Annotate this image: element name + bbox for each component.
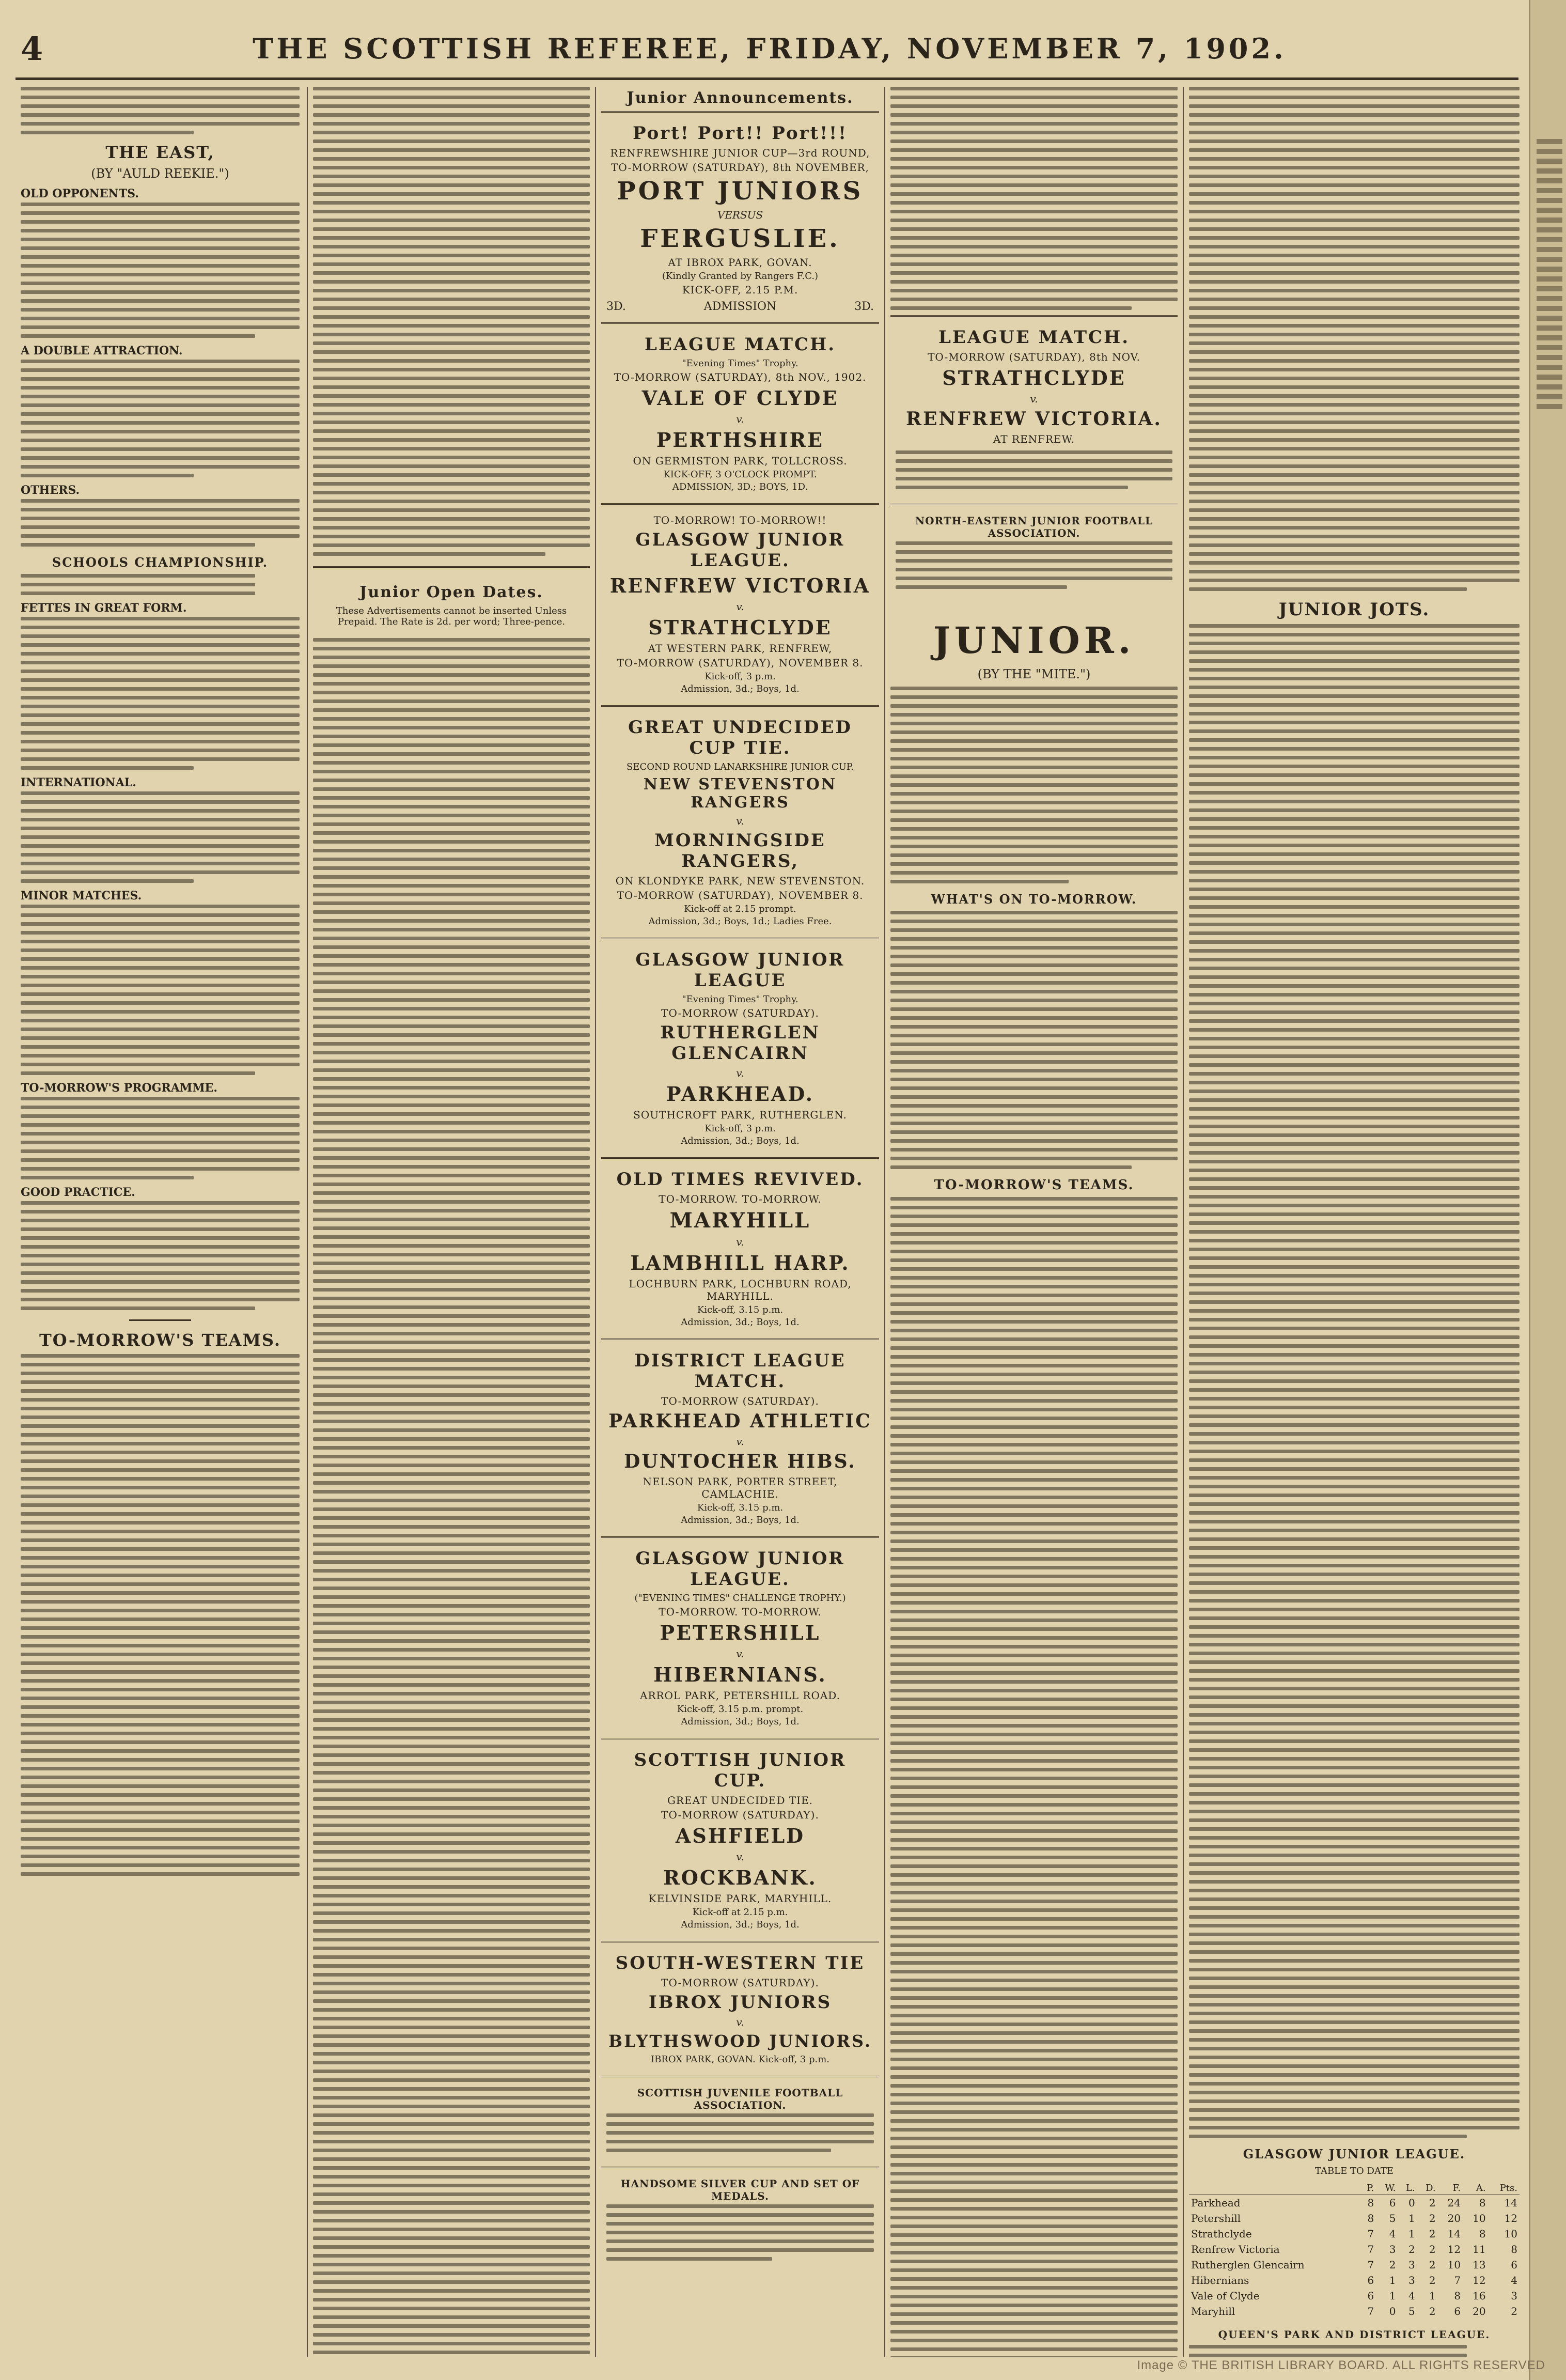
table-row: Strathclyde 7 4 1 2 14 8 10 — [1191, 2228, 1517, 2240]
ad-port-juniors: Port! Port!! Port!!! RENFREWSHIRE JUNIOR CUP—3rd ROUND, TO-MORROW (SATURDAY), 8th NOVEMBER, PORT JUNIORS VERSUS FERGUSLIE. AT IBROX PARK, GOVAN. (Kindly Granted by Rangers F.C.) KICK-OFF, 2.15 P.M. 3D. ADMISSION 3D. — [601, 111, 879, 322]
ad-juvenile-association: SCOTTISH JUVENILE FOOTBALL ASSOCIATION. — [601, 2076, 879, 2167]
adjacent-page-text — [1537, 134, 1562, 414]
ad-petershill: GLASGOW JUNIOR LEAGUE. ("EVENING TIMES" CHALLENGE TROPHY.) TO-MORROW. TO-MORROW. PETERSHILL v. HIBERNIANS. ARROL PARK, PETERSHILL ROAD. Kick-off, 3.15 p.m. prompt. Admission, 3d.; Boys, 1d. — [601, 1536, 879, 1738]
column-junior-announcements — [601, 87, 879, 2357]
column-open-dates — [313, 87, 590, 2357]
column-the-east — [21, 87, 300, 2357]
table-row: Maryhill 7 0 5 2 6 20 2 — [1191, 2305, 1517, 2317]
table-row: Rutherglen Glencairn 7 2 3 2 10 13 6 — [1191, 2259, 1517, 2271]
ad-vale-of-clyde: LEAGUE MATCH. "Evening Times" Trophy. TO-MORROW (SATURDAY), 8th NOV., 1902. VALE OF CLYDE v. PERTHSHIRE ON GERMISTON PARK, TOLLCROSS. KICK-OFF, 3 O'CLOCK PROMPT. ADMISSION, 3D.; BOYS, 1D. — [601, 322, 879, 503]
ad-north-eastern: NORTH-EASTERN JUNIOR FOOTBALL ASSOCIATION. — [890, 504, 1178, 603]
teams-heading: TO-MORROW'S TEAMS. — [934, 1177, 1134, 1193]
second-table-heading: QUEEN'S PARK AND DISTRICT LEAGUE. — [1218, 2328, 1491, 2341]
table-row: Vale of Clyde 6 1 4 1 8 16 3 — [1191, 2290, 1517, 2302]
ad-new-stevenston: GREAT UNDECIDED CUP TIE. SECOND ROUND LANARKSHIRE JUNIOR CUP. NEW STEVENSTON RANGERS v. MORNINGSIDE RANGERS, ON KLONDYKE PARK, NEW STEVENSTON. TO-MORROW (SATURDAY), NOVEMBER 8. Kick-off at 2.15 prompt. Admission, 3d.; Boys, 1d.; Ladies Free. — [601, 705, 879, 938]
announcements-heading: Junior Announcements. — [627, 89, 854, 107]
league-table-header-row: P. W. L. D. F. A. Pts. — [1189, 2182, 1520, 2195]
ad-ibrox-juniors: SOUTH-WESTERN TIE TO-MORROW (SATURDAY). IBROX JUNIORS v. BLYTHSWOOD JUNIORS. IBROX PARK, GOVAN. Kick-off, 3 p.m. — [601, 1941, 879, 2076]
page-number: 4 — [21, 30, 43, 68]
subhead: A DOUBLE ATTRACTION. — [21, 344, 183, 357]
open-dates-heading: Junior Open Dates. — [359, 583, 543, 601]
ad-maryhill: OLD TIMES REVIVED. TO-MORROW. TO-MORROW. MARYHILL v. LAMBHILL HARP. LOCHBURN PARK, LOCHBURN ROAD, MARYHILL. Kick-off, 3.15 p.m. Admission, 3d.; Boys, 1d. — [601, 1157, 879, 1339]
column-rule — [884, 87, 885, 2357]
subhead: INTERNATIONAL. — [21, 776, 136, 789]
league-table-subheading: TABLE TO DATE — [1314, 2166, 1394, 2176]
column-junior-jots — [1189, 87, 1520, 2357]
table-row: Parkhead 8 6 0 2 24 8 14 — [1191, 2197, 1517, 2209]
league-table-heading: GLASGOW JUNIOR LEAGUE. — [1243, 2146, 1466, 2161]
table-row: Hibernians 6 1 3 2 7 12 4 — [1191, 2274, 1517, 2286]
masthead-rule — [15, 77, 1518, 80]
column-rule — [1183, 87, 1184, 2357]
column-junior-report — [890, 87, 1178, 2357]
junior-heading: JUNIOR. — [933, 619, 1135, 662]
junior-jots-heading: JUNIOR JOTS. — [1278, 599, 1430, 620]
section-heading: THE EAST, — [105, 143, 215, 162]
ad-silver-cup: HANDSOME SILVER CUP AND SET OF MEDALS. — [601, 2167, 879, 2275]
byline: (BY THE "MITE.") — [977, 667, 1091, 681]
image-credit: Image © THE BRITISH LIBRARY BOARD. ALL RIGHTS RESERVED — [1137, 2358, 1545, 2372]
column-rule — [595, 87, 596, 2357]
ad-ashfield: SCOTTISH JUNIOR CUP. GREAT UNDECIDED TIE. TO-MORROW (SATURDAY). ASHFIELD v. ROCKBANK. KELVINSIDE PARK, MARYHILL. Kick-off at 2.15 p.m. Admission, 3d.; Boys, 1d. — [601, 1738, 879, 1941]
subhead: TO-MORROW'S PROGRAMME. — [21, 1081, 217, 1095]
newspaper-title: THE SCOTTISH REFEREE, FRIDAY, NOVEMBER 7, 1902. — [253, 32, 1287, 65]
ad-strathclyde: LEAGUE MATCH. TO-MORROW (SATURDAY), 8th NOV. STRATHCLYDE v. RENFREW VICTORIA. AT RENFREW. — [890, 315, 1178, 504]
ad-rutherglen: GLASGOW JUNIOR LEAGUE "Evening Times" Trophy. TO-MORROW (SATURDAY). RUTHERGLEN GLENCAIRN v. PARKHEAD. SOUTHCROFT PARK, RUTHERGLEN. Kick-off, 3 p.m. Admission, 3d.; Boys, 1d. — [601, 938, 879, 1157]
table-row: Petershill 8 5 1 2 20 10 12 — [1191, 2212, 1517, 2225]
whats-on-heading: WHAT'S ON TO-MORROW. — [931, 892, 1137, 907]
open-dates-notice: These Advertisements cannot be inserted Unless Prepaid. The Rate is 2d. per word; Three-pence. — [336, 605, 567, 627]
teams-heading: TO-MORROW'S TEAMS. — [39, 1330, 281, 1350]
table-row: Renfrew Victoria 7 3 2 2 12 11 8 — [1191, 2243, 1517, 2255]
schools-heading: SCHOOLS CHAMPIONSHIP. — [52, 555, 269, 570]
subhead: OLD OPPONENTS. — [21, 187, 139, 200]
subhead: MINOR MATCHES. — [21, 889, 142, 903]
subhead: FETTES IN GREAT FORM. — [21, 601, 187, 615]
column-rule — [307, 87, 308, 2357]
subhead: GOOD PRACTICE. — [21, 1186, 135, 1199]
subhead: OTHERS. — [21, 484, 80, 497]
ad-renfrew-victoria: TO-MORROW! TO-MORROW!! GLASGOW JUNIOR LEAGUE. RENFREW VICTORIA v. STRATHCLYDE AT WESTERN PARK, RENFREW, TO-MORROW (SATURDAY), NOVEMBER 8. Kick-off, 3 p.m. Admission, 3d.; Boys, 1d. — [601, 503, 879, 705]
league-table — [1189, 2182, 1520, 2319]
byline: (BY "AULD REEKIE.") — [91, 166, 229, 181]
ad-parkhead-athletic: DISTRICT LEAGUE MATCH. TO-MORROW (SATURDAY). PARKHEAD ATHLETIC v. DUNTOCHER HIBS. NELSON PARK, PORTER STREET, CAMLACHIE. Kick-off, 3.15 p.m. Admission, 3d.; Boys, 1d. — [601, 1339, 879, 1536]
masthead — [21, 26, 1518, 75]
